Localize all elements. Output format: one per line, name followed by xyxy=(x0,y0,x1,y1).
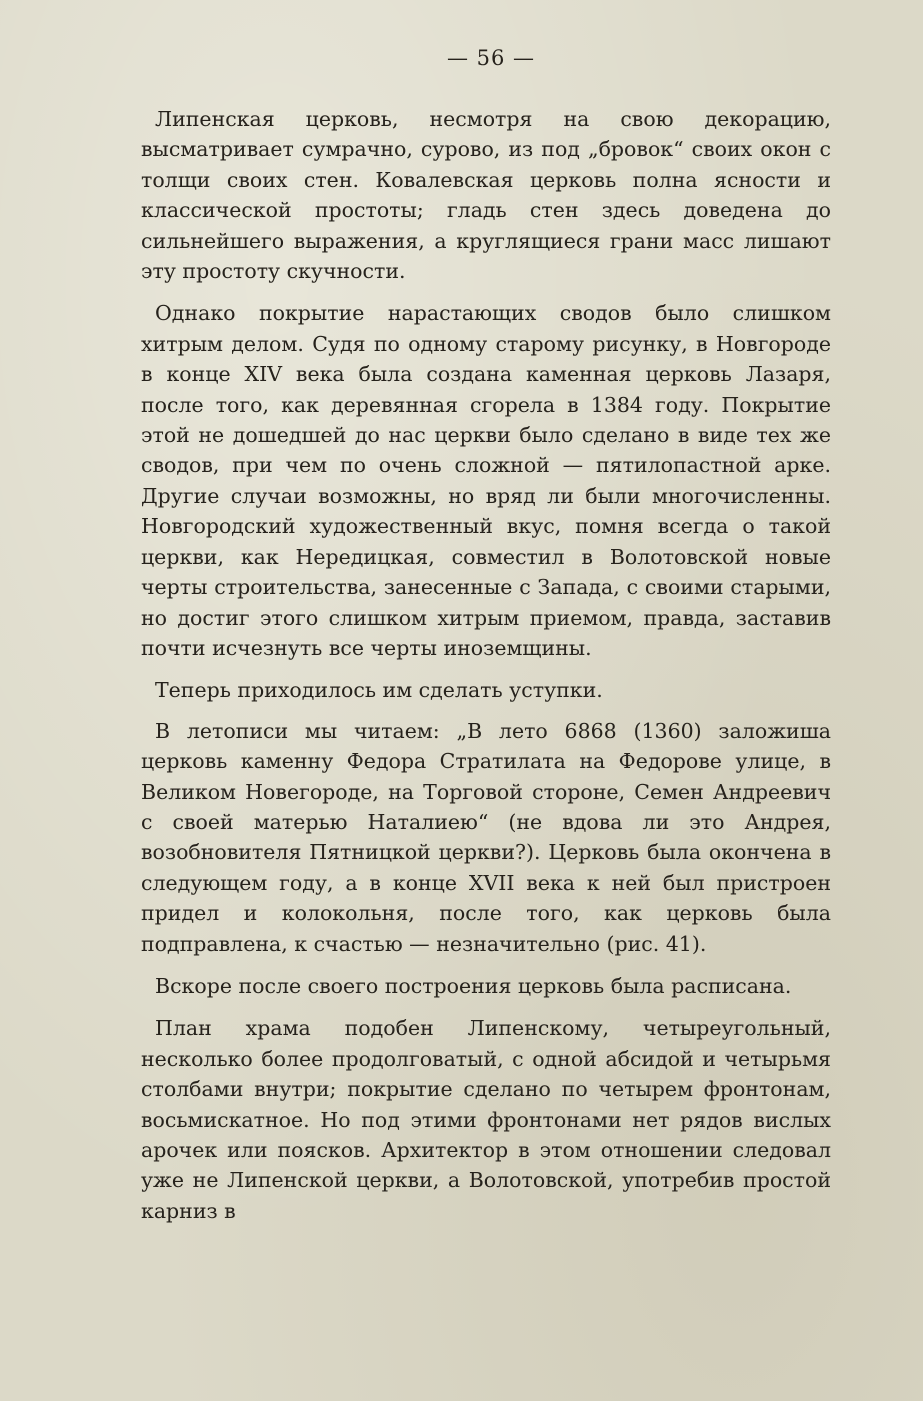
paragraph-3: Теперь приходилось им сделать уступки. xyxy=(155,678,603,703)
paragraph-1: Липенская церковь, несмотря на свою декорацию, высматривает сумрачно, сурово, из под „бровок“ своих окон с толщи своих стен. Ковалевская церковь полна ясности и классической простоты; гладь стен здесь доведена до сильнейшего выражения, а круглящиеся грани масс лишают эту простоту скучности. xyxy=(141,107,831,284)
page-number: — 56 — xyxy=(446,46,536,70)
paragraph-4: В летописи мы читаем: „В лето 6868 (1360) заложиша церковь каменну Федора Стратилата на Федорове улице, в Великом Новегороде, на Торговой стороне, Семен Андреевич с своей матерью Наталиею“ (не вдова ли это Андрея, возобновителя Пятницкой церкви?). Церковь была окончена в следующем году, а в конце XVII века к ней был пристроен придел и колокольня, после того, как церковь была подправлена, к счастью — незначительно (рис. 41). xyxy=(141,718,831,956)
body-text xyxy=(141,104,831,1226)
paragraph-2: Однако покрытие нарастающих сводов было слишком хитрым делом. Судя по одному старому рисунку, в Новгороде в конце XIV века была создана каменная церковь Лазаря, после того, как деревянная сгорела в 1384 году. Покрытие этой не дошедшей до нас церкви было сделано в виде тех же сводов, при чем по очень сложной — пятилопастной арке. Другие случаи возможны, но вряд ли были многочисленны. Новгородский художественный вкус, помня всегда о такой церкви, как Нередицкая, совместил в Волотовской новые черты строительства, занесенные с Запада, с своими старыми, но достиг этого слишком хитрым приемом, правда, заставив почти исчезнуть все черты иноземщины. xyxy=(141,301,831,660)
paragraph-5: Вскоре после своего построения церковь была расписана. xyxy=(155,973,792,998)
paragraph-6: План храма подобен Липенскому, четыреугольный, несколько более продолговатый, с одной абсидой и четырьмя столбами внутри; покрытие сделано по четырем фронтонам, восьмискатное. Но под этими фронтонами нет рядов вислых арочек или поясков. Архитектор в этом отношении следовал уже не Липенской церкви, а Волотовской, употребив простой карниз в xyxy=(141,1016,831,1223)
